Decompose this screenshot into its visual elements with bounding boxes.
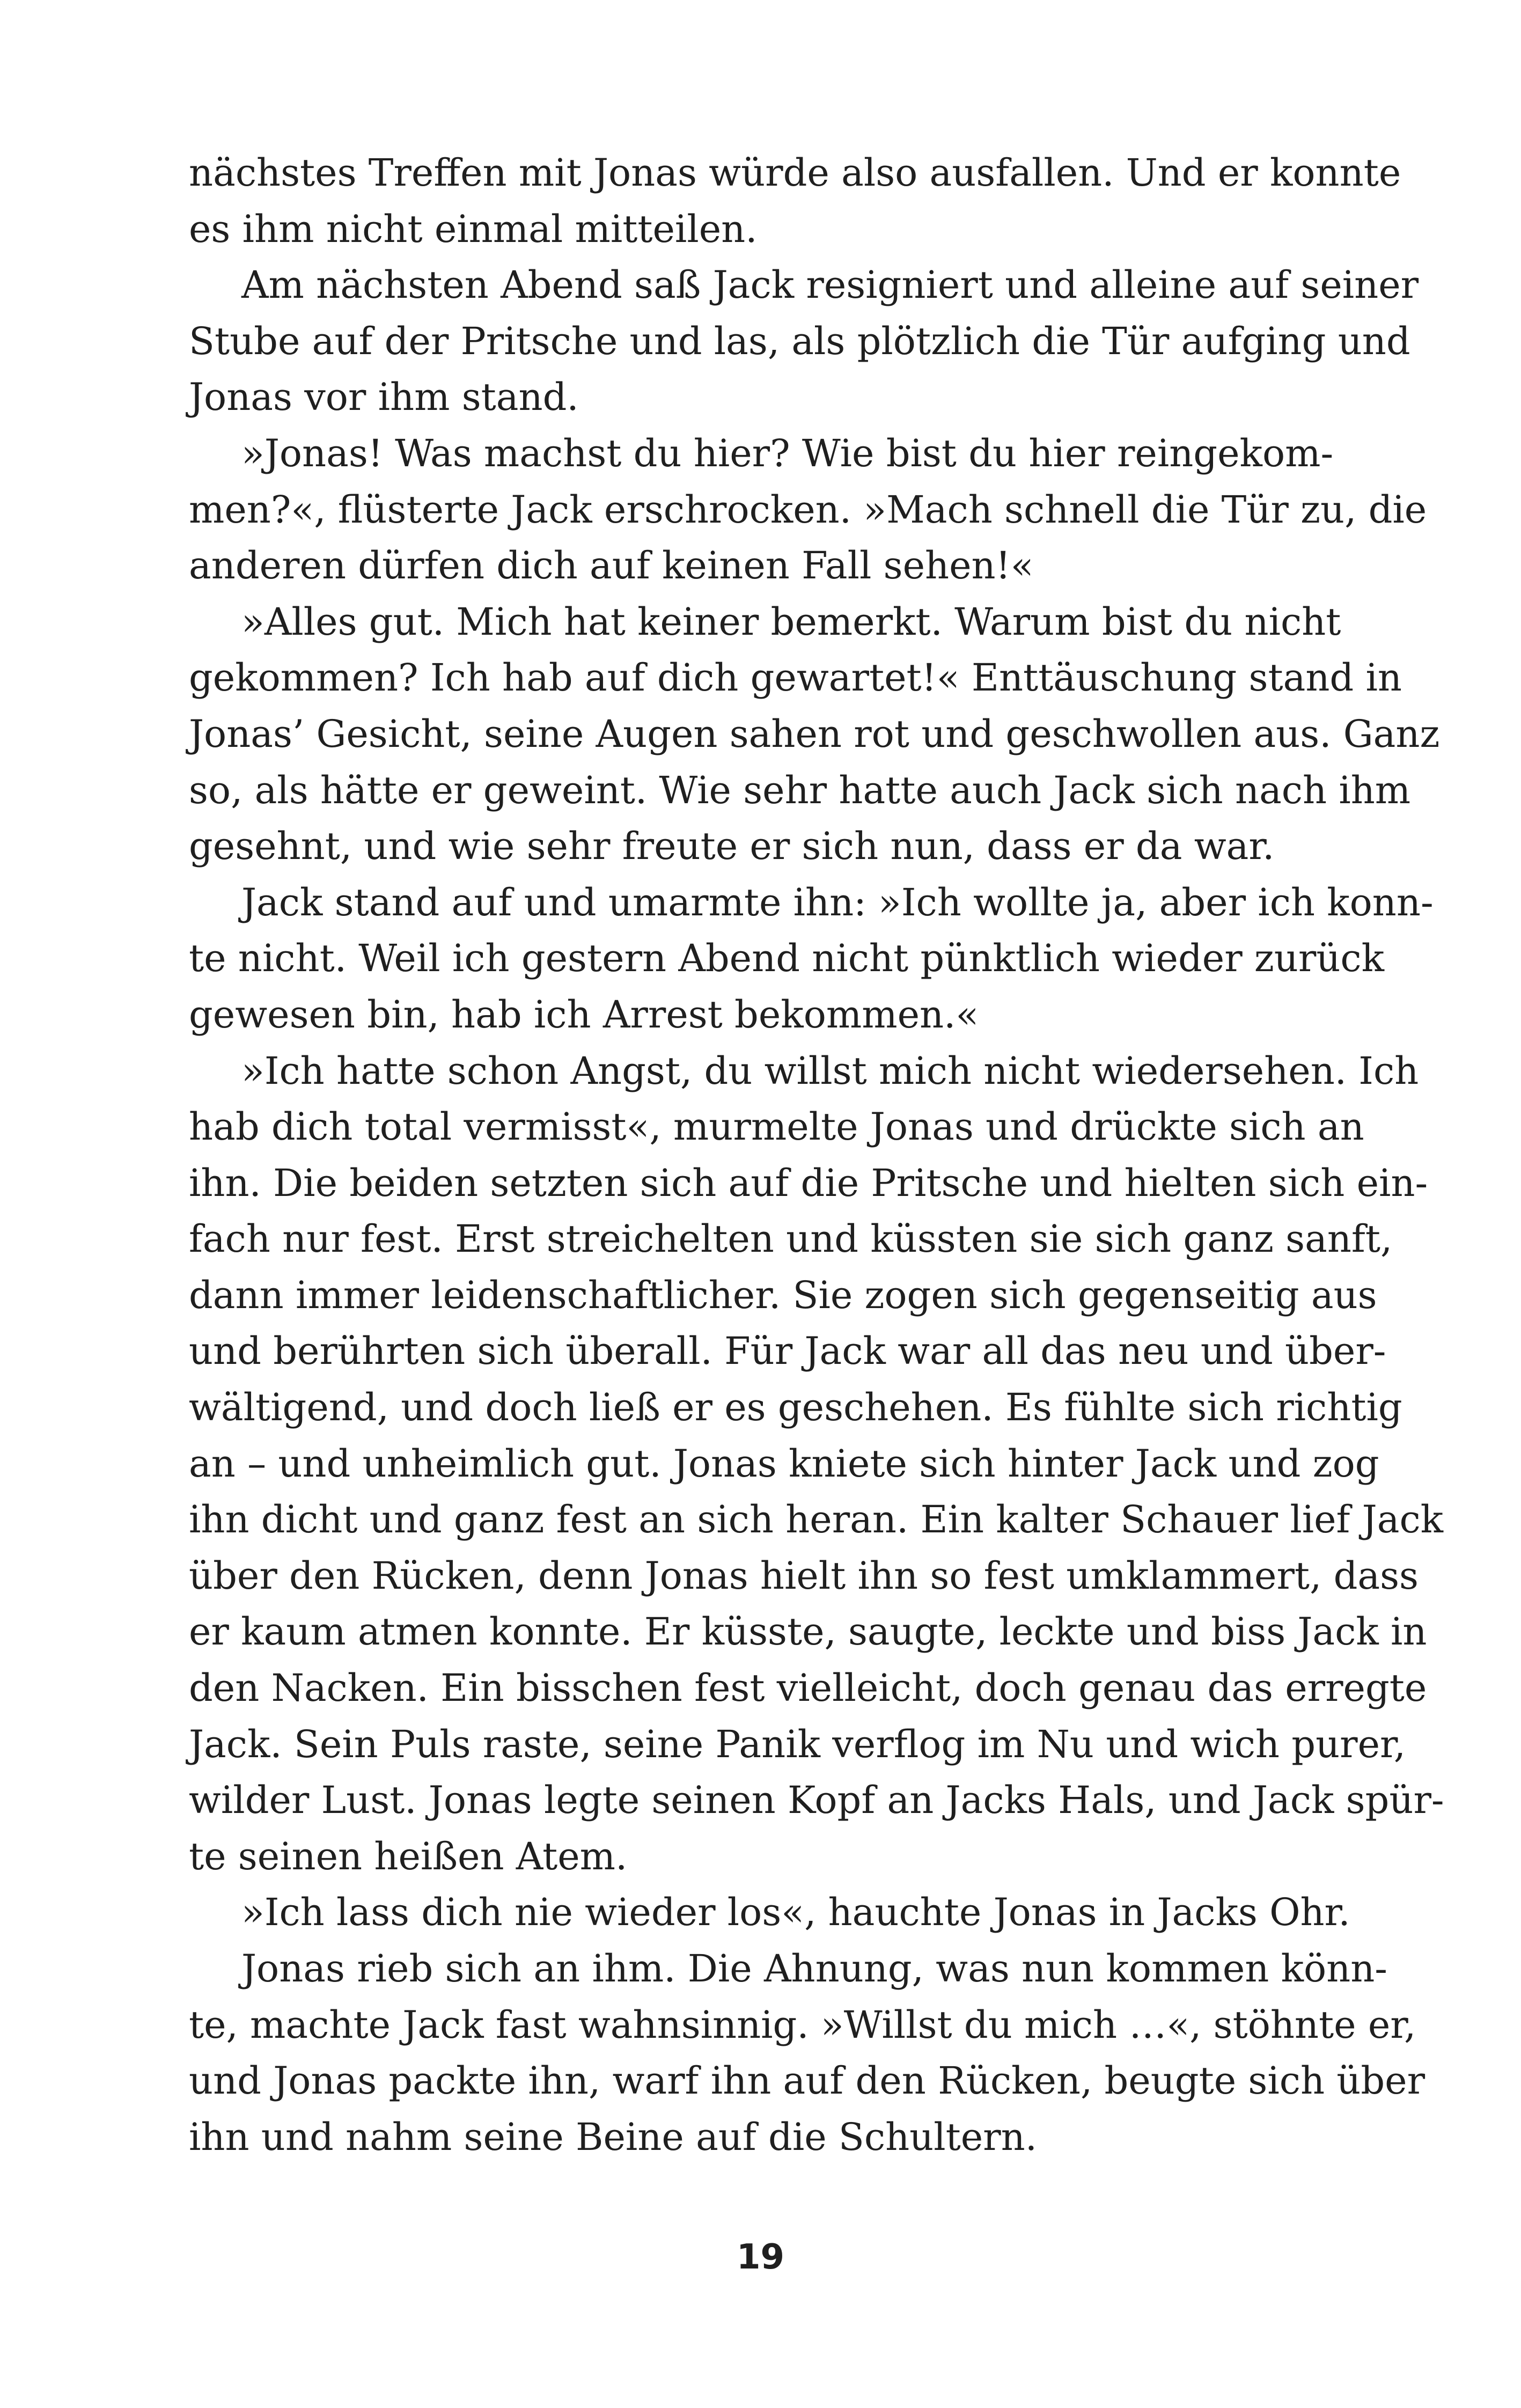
text-line: Jonas’ Gesicht, seine Augen sahen rot und geschwollen aus. Ganz	[189, 711, 1440, 756]
text-line: er kaum atmen konnte. Er küsste, saugte, leckte und biss Jack in	[189, 1610, 1427, 1654]
text-line: »Ich hatte schon Angst, du willst mich nicht wiedersehen. Ich	[241, 1048, 1419, 1093]
text-line: und berührten sich überall. Für Jack war all das neu und über-	[189, 1329, 1386, 1374]
text-line: so, als hätte er geweint. Wie sehr hatte auch Jack sich nach ihm	[189, 768, 1411, 812]
body-text	[189, 145, 1444, 2165]
text-line: Jack. Sein Puls raste, seine Panik verflog im Nu und wich purer,	[189, 1722, 1406, 1766]
text-line: gekommen? Ich hab auf dich gewartet!« Enttäuschung stand in	[189, 656, 1402, 700]
text-line: den Nacken. Ein bisschen fest vielleicht, doch genau das erregte	[189, 1666, 1427, 1710]
text-line: Jonas rieb sich an ihm. Die Ahnung, was nun kommen könn-	[241, 1947, 1387, 1991]
text-line: wilder Lust. Jonas legte seinen Kopf an Jacks Hals, und Jack spür-	[189, 1778, 1444, 1823]
text-line: Stube auf der Pritsche und las, als plötzlich die Tür aufging und	[189, 319, 1410, 363]
text-line: über den Rücken, denn Jonas hielt ihn so fest umklammert, dass	[189, 1553, 1419, 1598]
text-line: ihn dicht und ganz fest an sich heran. Ein kalter Schauer lief Jack	[189, 1497, 1444, 1542]
text-line: te, machte Jack fast wahnsinnig. »Willst du mich …«, stöhnte er,	[189, 2002, 1416, 2047]
text-line: te nicht. Weil ich gestern Abend nicht pünktlich wieder zurück	[189, 936, 1385, 981]
text-line: men?«, flüsterte Jack erschrocken. »Mach schnell die Tür zu, die	[189, 487, 1427, 532]
text-line: hab dich total vermisst«, murmelte Jonas und drückte sich an	[189, 1105, 1364, 1149]
text-line: »Ich lass dich nie wieder los«, hauchte Jonas in Jacks Ohr.	[241, 1890, 1350, 1935]
text-line: und Jonas packte ihn, warf ihn auf den Rücken, beugte sich über	[189, 2059, 1426, 2103]
text-line: Am nächsten Abend saß Jack resigniert und alleine auf seiner	[241, 263, 1419, 307]
page-number: 19	[736, 2237, 785, 2277]
text-line: ihn und nahm seine Beine auf die Schultern.	[189, 2115, 1037, 2159]
text-line: es ihm nicht einmal mitteilen.	[189, 207, 758, 251]
text-line: nächstes Treffen mit Jonas würde also ausfallen. Und er konnte	[189, 151, 1401, 195]
text-line: anderen dürfen dich auf keinen Fall sehen!«	[189, 544, 1034, 588]
text-line: »Alles gut. Mich hat keiner bemerkt. Warum bist du nicht	[241, 599, 1341, 644]
text-line: Jonas vor ihm stand.	[189, 375, 579, 420]
text-line: ihn. Die beiden setzten sich auf die Pritsche und hielten sich ein-	[189, 1161, 1428, 1205]
text-line: fach nur fest. Erst streichelten und küssten sie sich ganz sanft,	[189, 1217, 1393, 1261]
text-line: wältigend, und doch ließ er es geschehen. Es fühlte sich richtig	[189, 1385, 1402, 1430]
text-line: an – und unheimlich gut. Jonas kniete sich hinter Jack und zog	[189, 1441, 1379, 1486]
text-line: te seinen heißen Atem.	[189, 1834, 628, 1878]
text-line: gewesen bin, hab ich Arrest bekommen.«	[189, 992, 979, 1037]
text-line: Jack stand auf und umarmte ihn: »Ich wollte ja, aber ich konn-	[241, 880, 1434, 924]
text-line: »Jonas! Was machst du hier? Wie bist du hier reingekom-	[241, 431, 1334, 475]
text-line: dann immer leidenschaftlicher. Sie zogen sich gegenseitig aus	[189, 1273, 1377, 1317]
text-line: gesehnt, und wie sehr freute er sich nun, dass er da war.	[189, 824, 1275, 869]
